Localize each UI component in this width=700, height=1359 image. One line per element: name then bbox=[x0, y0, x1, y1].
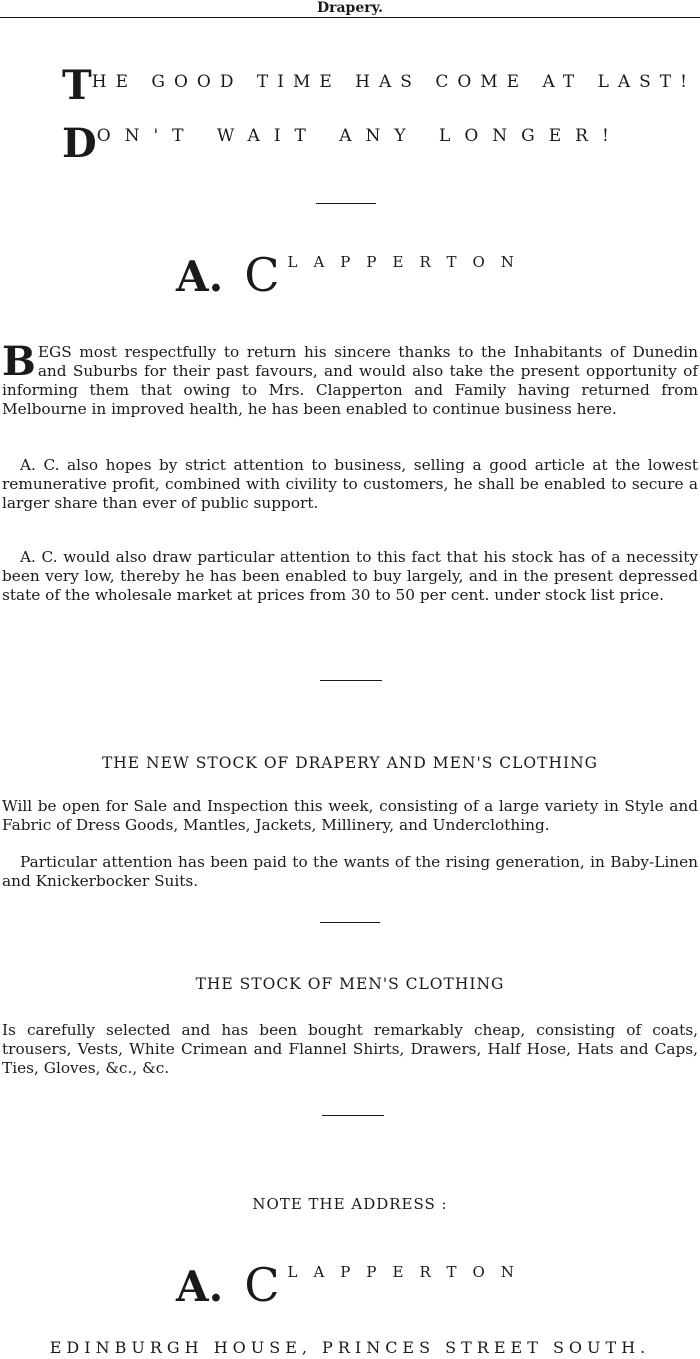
separator-dash bbox=[320, 922, 380, 923]
paragraph-thanks bbox=[2, 338, 698, 419]
header-rule bbox=[0, 17, 700, 18]
headline-2-dropcap: D bbox=[62, 120, 97, 167]
paragraph-mens-stock: Is carefully selected and has been bought remarkably cheap, consisting of coats, trousers, Vests, White Crimean and Flannel Shirts, Drawers, Half Hose, Hats and Caps, Ties, Gloves, &c., &c. bbox=[2, 1021, 698, 1077]
section-title-new-stock: THE NEW STOCK OF DRAPERY AND MEN'S CLOTHING bbox=[101, 754, 599, 772]
paragraph-attention: A. C. also hopes by strict attention to business, selling a good article at the lowest remunerative profit, combined with civility to customers, he shall be enabled to secure a larger share than ever of public support. bbox=[2, 456, 698, 512]
name-block-bottom bbox=[176, 1258, 530, 1312]
name-block-top bbox=[176, 248, 530, 302]
headline-2-text: ON'T WAIT ANY LONGER! bbox=[96, 126, 623, 146]
name-rest: LAPPERTON bbox=[287, 253, 530, 271]
page-header-title: Drapery. bbox=[316, 0, 384, 16]
separator-dash bbox=[322, 1115, 384, 1116]
section-title-mens-stock: THE STOCK OF MEN'S CLOTHING bbox=[195, 975, 505, 993]
name-big-c: C bbox=[244, 1258, 280, 1312]
name-big-c: C bbox=[244, 248, 280, 302]
headline-1-dropcap: T bbox=[62, 62, 92, 109]
paragraph-dropcap: B bbox=[2, 338, 36, 385]
separator-dash bbox=[316, 203, 376, 204]
name-rest: LAPPERTON bbox=[287, 1263, 530, 1281]
separator-dash bbox=[320, 680, 382, 681]
name-initial: A. bbox=[176, 252, 224, 301]
name-initial: A. bbox=[176, 1262, 224, 1311]
paragraph-baby-linen: Particular attention has been paid to the wants of the rising generation, in Baby-Linen and Knickerbocker Suits. bbox=[2, 853, 698, 890]
headline-1-text: HE GOOD TIME HAS COME AT LAST! bbox=[91, 72, 696, 92]
headline-dont-wait bbox=[62, 120, 623, 167]
note-address-title: NOTE THE ADDRESS : bbox=[252, 1195, 448, 1213]
paragraph-stock-low: A. C. would also draw particular attention to this fact that his stock has of a necessity been very low, thereby he has been enabled to buy largely, and in the present depressed state of the wholesale market at prices from 30 to 50 per cent. under stock list price. bbox=[2, 548, 698, 604]
headline-good-time bbox=[62, 62, 696, 109]
paragraph-new-stock: Will be open for Sale and Inspection this week, consisting of a large variety in Style and Fabric of Dress Goods, Mantles, Jackets, Millinery, and Underclothing. bbox=[2, 797, 698, 834]
paragraph-thanks-text: EGS most respectfully to return his sincere thanks to the Inhabitants of Dunedin and Suburbs for their past favours, and would also take the present opportunity of informing them that owing to Mrs. Clapperton and Family having returned from Melbourne in improved health, he has been enabled to continue business here. bbox=[2, 343, 698, 418]
address-line: EDINBURGH HOUSE, PRINCES STREET SOUTH. bbox=[49, 1338, 651, 1357]
